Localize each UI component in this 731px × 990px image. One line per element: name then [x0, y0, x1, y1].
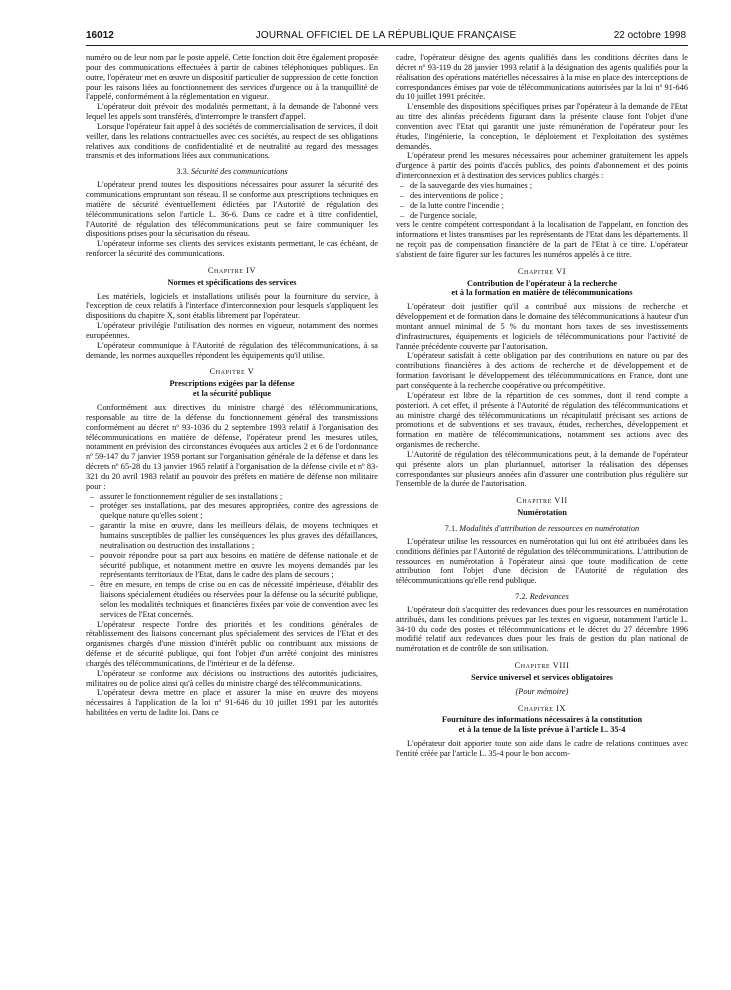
bullet-list: [86, 492, 378, 620]
list-item: – garantir la mise en œuvre, dans les meilleurs délais, de moyens techniques et humains susceptibles de pallier les conséquences les plus graves des défaillances, neutralisation ou destruction des installations ;: [86, 521, 378, 551]
left-column: [86, 53, 378, 985]
section-title: Sécurité des communications: [190, 167, 288, 177]
chapter-title: [396, 715, 688, 735]
right-column: [396, 53, 688, 985]
memo-note: (Pour mémoire): [515, 686, 569, 696]
chapter-title-line: Contribution de l'opérateur à la recherche: [466, 278, 618, 288]
chapter-label: Chapitre VI: [517, 266, 567, 276]
section-title: Modalités d'attribution de ressources en numérotation: [459, 523, 640, 533]
chapter-title: Service universel et services obligatoires: [471, 672, 613, 682]
list-item: – de la lutte contre l'incendie ;: [396, 201, 688, 211]
list-item: – protéger ses installations, par des mesures appropriées, contre des agressions de quelque nature qu'elles soient ;: [86, 501, 378, 521]
list-item: – de la sauvegarde des vies humaines ;: [396, 181, 688, 191]
paragraph: numéro ou de leur nom par le poste appelé. Cette fonction doit être également proposée pour des communications effectuées à partir de cabines téléphoniques publiques. En outre, l'opérateur met en œuvre un dispositif particulier de suppression de cette fonction pour les raisons liées au fonctionnement des services d'urgence ou à la tranquillité de l'appelé, conformément à la réglementation en vigueur.: [86, 53, 378, 102]
section-title: Redevances: [529, 592, 569, 602]
section-heading-3-3: [86, 167, 378, 177]
chapter-label: Chapitre IX: [517, 703, 567, 713]
section-heading-7-1: [396, 524, 688, 534]
chapter-title: [86, 379, 378, 399]
paragraph: Les matériels, logiciels et installations utilisés pour la fourniture du service, à l'exception de ceux relatifs à l'interface d'interconnexion pour lesquels s'appliquent les dispositions du chapitre X, sont établis librement par l'opérateur.: [86, 291, 378, 321]
list-item: – être en mesure, en temps de crise ou en cas de nécessité impérieuse, d'établir des liaisons spécialement étudiées ou réservées pour la défense ou la sécurité publique, selon les modalités techniques et financières fixées par voie de convention avec les services de l'Etat concernés.: [86, 580, 378, 619]
publication-date: 22 octobre 1998: [613, 30, 686, 41]
paragraph: L'opérateur doit apporter toute son aide dans le cadre de relations continues avec l'entité créée par l'article L. 35-4 pour le bon accom-: [396, 739, 688, 758]
bullet-list: [396, 181, 688, 220]
paragraph: vers le centre compétent correspondant à la localisation de l'appelant, en fonction des informations et listes transmises par les représentants de l'Etat dans les départements. Il ne reçoit pas de compensation financière de la part de l'Etat à ce titre. L'opérateur s'abstient de faire figurer sur les factures les numéros appelés à ce titre.: [396, 220, 688, 259]
paragraph: cadre, l'opérateur désigne des agents qualifiés dans les conditions décrites dans le décret nº 93-119 du 28 janvier 1993 relatif à la désignation des agents qualifiés pour la réalisation des opérations matérielles nécessaires à la mise en place des interceptions de correspondances émises par voie de télécommunications autorisées par la loi nº 91-646 du 10 juillet 1991 précitée.: [396, 53, 688, 102]
chapter-title-line: Fourniture des informations nécessaires à la constitution: [441, 715, 643, 725]
paragraph: L'opérateur doit justifier qu'il a contribué aux missions de recherche et développement et de formation dans le domaine des télécommunications à hauteur d'un montant annuel minimal de 5 % du montant hors taxes de ses investissements d'infrastructures, équipements et logiciels de télécommunications pour l'activité de l'année précédente couverte par l'autorisation.: [396, 302, 688, 351]
header-rule: [86, 45, 688, 46]
list-item: – assurer le fonctionnement régulier de ses installations ;: [86, 492, 378, 502]
chapter-label: Chapitre VIII: [514, 661, 570, 671]
list-item: – de l'urgence sociale,: [396, 211, 688, 221]
paragraph: Conformément aux directives du ministre chargé des télécommunications, responsable au titre de la défense du fonctionnement général des transmissions conformément au décret nº 93-1036 du 2 septembre 1993 relatif à l'organisation des télécommunications en matière de défense, l'opérateur prend les mesures utiles, notamment en prévision des circonstances évoquées aux articles 2 et 6 de l'ordonnance nº 59-147 du 7 janvier 1959 portant sur l'organisation générale de la défense et dans les décrets nº 65-28 du 13 janvier 1965 relatif à l'organisation de la défense civile et nº 83-321 du 20 avril 1983 relatif au pouvoir des préfets en matière de défense non militaire pour :: [86, 403, 378, 491]
list-item: – des interventions de police ;: [396, 191, 688, 201]
paragraph: L'opérateur satisfait à cette obligation par des contributions en nature ou par des contributions financières à des actions de recherche et de développement et de formation favorisant le développement des télécommunications en France, dont une part conséquente à la recherche coopérative ou précompétitive.: [396, 351, 688, 390]
paragraph: L'ensemble des dispositions spécifiques prises par l'opérateur à la demande de l'Etat au titre des alinéas précédents figurant dans la présente clause font l'objet d'une convention avec l'Etat qui garantit une juste rémunération de l'opérateur pour les études, l'ingénierie, la conception, le déploiement et l'exploitation des systèmes demandés.: [396, 102, 688, 151]
section-number: 7.2.: [515, 592, 528, 602]
paragraph: L'opérateur prend les mesures nécessaires pour acheminer gratuitement les appels d'urgence à partir des points d'accès publics, des points d'abonnement et des points d'interconnexion et à destination des services publics chargés :: [396, 151, 688, 181]
section-number: 7.1.: [444, 523, 458, 533]
paragraph: L'opérateur informe ses clients des services existants permettant, le cas échéant, de renforcer la sécurité des communications.: [86, 239, 378, 259]
chapter-title: [396, 279, 688, 299]
list-item: – pouvoir répondre pour sa part aux besoins en matière de défense nationale et de sécurité publique, et notamment mettre en œuvre les moyens demandés par les représentants territoriaux de l'Etat, dans le cadre des plans de secours ;: [86, 551, 378, 581]
journal-title: JOURNAL OFFICIEL DE LA RÉPUBLIQUE FRANÇAISE: [255, 30, 517, 41]
page-number: 16012: [86, 30, 114, 41]
paragraph: Lorsque l'opérateur fait appel à des sociétés de commercialisation de services, il doit veiller, dans les relations contractuelles avec ces sociétés, au respect de ses obligations relatives aux conditions de confidentialité et de neutralité au regard des messages transmis et des informations liées aux communications.: [86, 121, 378, 161]
paragraph: L'opérateur doit prévoir des modalités permettant, à la demande de l'abonné vers lequel les appels sont transférés, d'interrompre le transfert d'appel.: [86, 102, 378, 122]
paragraph: L'opérateur est libre de la répartition de ces sommes, dont il rend compte a posteriori. A cet effet, il présente à l'Autorité de régulation des télécommunications et au ministre chargé des télécommunications un récapitulatif précisant ses actions de promotions et de subventions et ses travaux, études, recherches, développement et formation en matière de télécommunications, notamment ses actions avec des organismes de recherche.: [396, 390, 688, 450]
paragraph: L'opérateur communique à l'Autorité de régulation des télécommunications, à sa demande, les normes auxquelles répondent les équipements qu'il utilise.: [86, 340, 378, 360]
paragraph: L'opérateur respecte l'ordre des priorités et les conditions générales de rétablissement des liaisons concernant plus spécialement des services de l'Etat et des organismes chargés d'une mission d'intérêt public ou contribuant aux missions de défense et de sécurité publique, qui font l'objet d'un arrêté conjoint des ministres chargés des télécommunications, de l'intérieur et de la défense.: [86, 619, 378, 668]
chapter-title-line: et à la formation en matière de télécommunications: [451, 288, 633, 298]
chapter-label: Chapitre VII: [516, 496, 568, 506]
chapter-title: Numérotation: [517, 508, 567, 518]
paragraph: L'opérateur prend toutes les dispositions nécessaires pour assurer la sécurité des communications empruntant son réseau. Il se conforme aux prescriptions techniques en matière de sécurité éventuellement édictées par l'Autorité de régulation des télécommunications selon l'article L. 36-6. Dans ce cadre et à titre confidentiel, l'Autorité de régulation des télécommunications peut se faire communiquer les dispositions prises pour la sécurisation du réseau.: [86, 180, 378, 239]
chapter-label: Chapitre IV: [207, 265, 257, 275]
chapter-title-line: Prescriptions exigées par la défense: [169, 379, 295, 389]
paragraph: L'opérateur se conforme aux décisions ou instructions des autorités judiciaires, militaires ou de police ainsi qu'à celles du ministre chargé des télécommunications.: [86, 668, 378, 688]
paragraph: L'Autorité de régulation des télécommunications peut, à la demande de l'opérateur qui présente alors un plan pluriannuel, autoriser la réalisation des dépenses correspondantes sur plusieurs années afin d'assurer une contribution plus régulière sur l'ensemble de la durée de l'autorisation.: [396, 449, 688, 489]
paragraph: L'opérateur doit s'acquitter des redevances dues pour les ressources en numérotation attribués, dans les conditions prévues par les textes en vigueur, notamment l'article L. 34-10 du code des postes et télécommunications et le décret du 27 décembre 1996 modifié relatif aux redevances dues pour les frais de gestion du plan national de numérotation et de contrôle de son utilisation.: [396, 604, 688, 654]
chapter-title: Normes et spécifications des services: [167, 277, 297, 287]
chapter-title-line: et la sécurité publique: [192, 389, 272, 399]
paragraph: L'opérateur devra mettre en place et assurer la mise en œuvre des moyens nécessaires à l'application de la loi nº 91-646 du 10 juillet 1991 par les autorités habilitées en vertu de ladite loi. Dans ce: [86, 688, 378, 718]
chapter-title-line: et à la tenue de la liste prévue à l'article L. 35-4: [458, 725, 626, 735]
page-header: [86, 30, 686, 44]
paragraph: L'opérateur privilégie l'utilisation des normes en vigueur, notamment des normes européennes.: [86, 321, 378, 340]
section-number: 3.3.: [176, 167, 189, 177]
paragraph: L'opérateur utilise les ressources en numérotation qui lui ont été attribuées dans les conditions définies par l'Autorité de régulation des télécommunications. L'attribution de ressources en numérotation à l'opérateur ainsi que toute modification de cette attribution font l'objet d'une décision de l'Autorité de régulation des télécommunications qu'elle rend publique.: [396, 536, 688, 586]
chapter-label: Chapitre V: [209, 367, 255, 377]
section-heading-7-2: [396, 592, 688, 602]
